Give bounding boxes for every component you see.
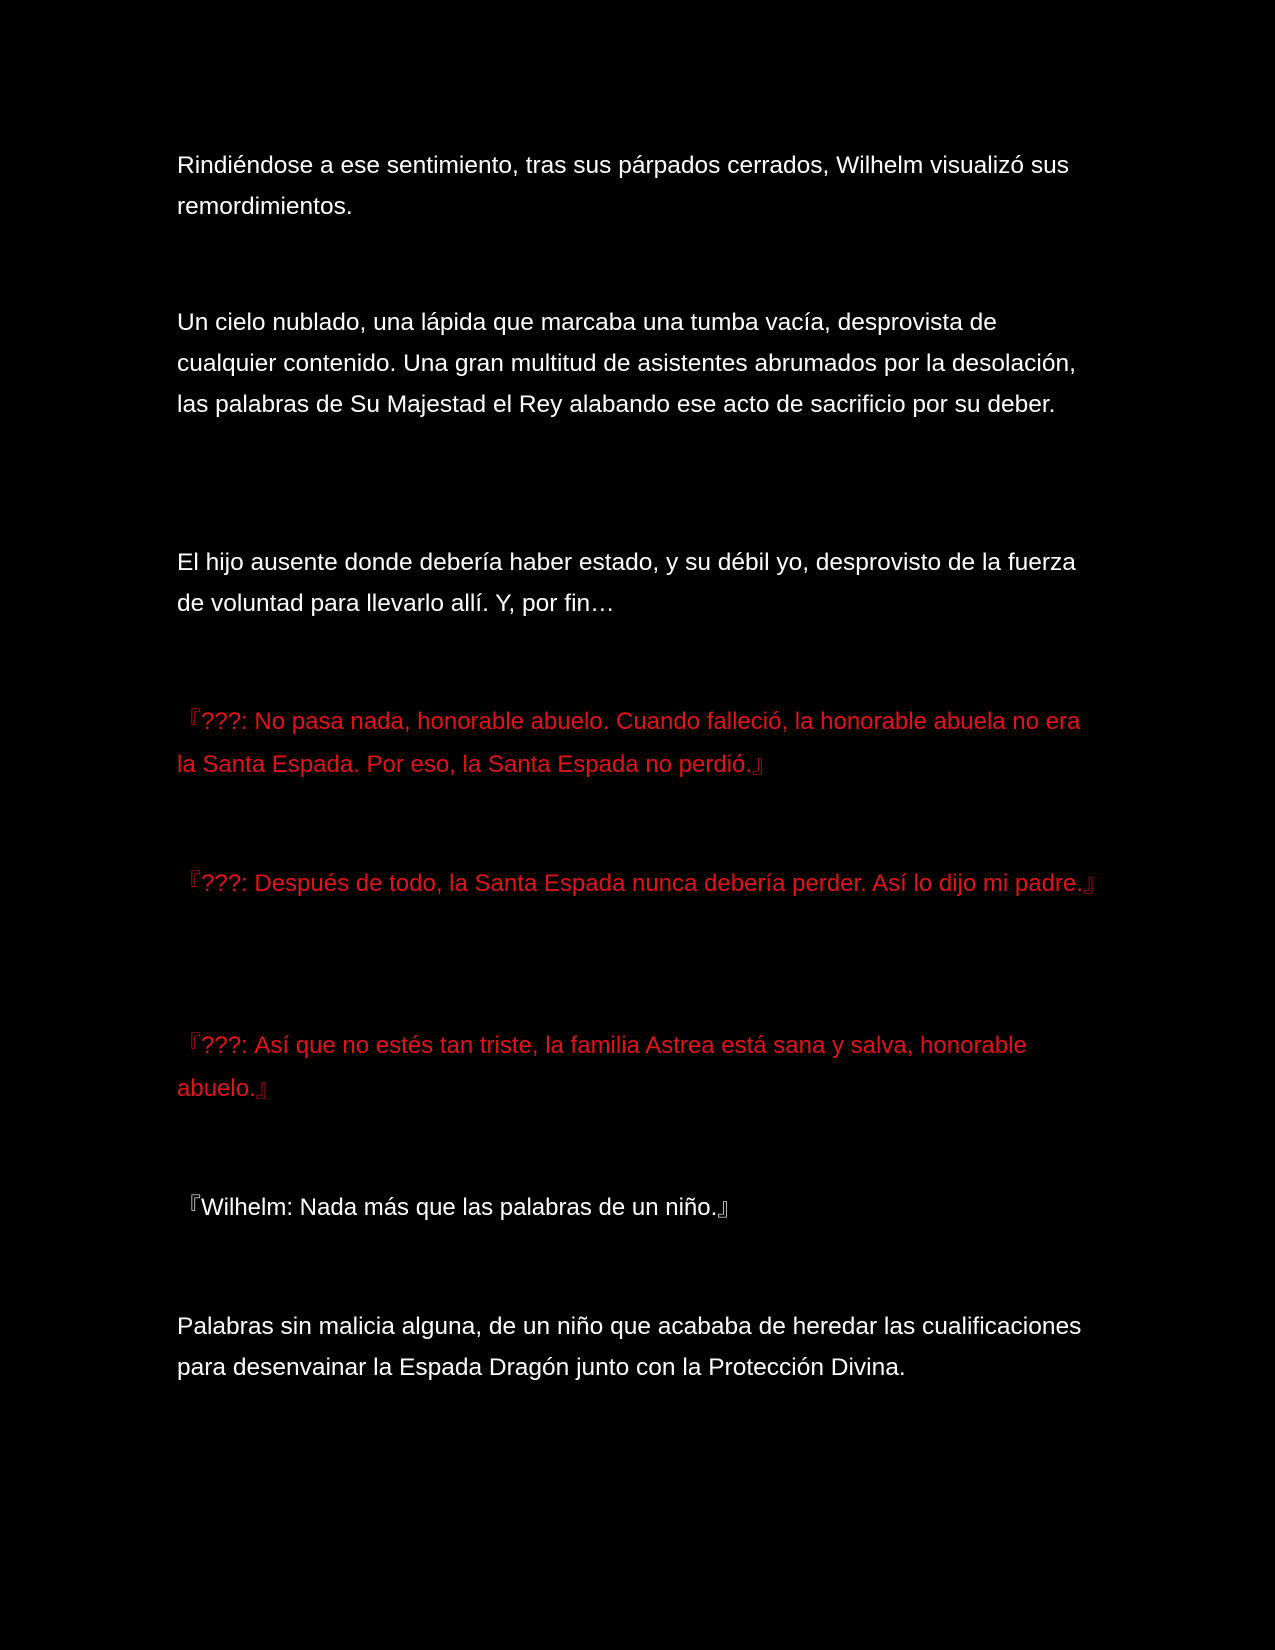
- dialogue-line-wilhelm: 『Wilhelm: Nada más que las palabras de un niño.』: [177, 1194, 742, 1221]
- dialogue-line-2: 『???: Después de todo, la Santa Espada nunca debería perder. Así lo dijo mi padre.』: [177, 870, 1107, 897]
- paragraph-2: Un cielo nublado, una lápida que marcaba una tumba vacía, desprovista de cualquier contenido. Una gran multitud de asistentes abrumados por la desolación, las palabras de Su Majestad el Rey alabando ese acto de sacrificio por su deber.: [177, 309, 1076, 418]
- paragraph-3: El hijo ausente donde debería haber estado, y su débil yo, desprovisto de la fuerza de voluntad para llevarlo allí. Y, por fin…: [177, 549, 1076, 617]
- dialogue-line-1: 『???: No pasa nada, honorable abuelo. Cuando falleció, la honorable abuela no era la Santa Espada. Por eso, la Santa Espada no perdió.』: [177, 708, 1081, 778]
- paragraph-final: Palabras sin malicia alguna, de un niño que acababa de heredar las cualificaciones para desenvainar la Espada Dragón junto con la Protección Divina.: [177, 1313, 1082, 1381]
- paragraph-1: Rindiéndose a ese sentimiento, tras sus párpados cerrados, Wilhelm visualizó sus remordimientos.: [177, 152, 1069, 220]
- dialogue-line-3: 『???: Así que no estés tan triste, la familia Astrea está sana y salva, honorable abuelo.』: [177, 1032, 1027, 1102]
